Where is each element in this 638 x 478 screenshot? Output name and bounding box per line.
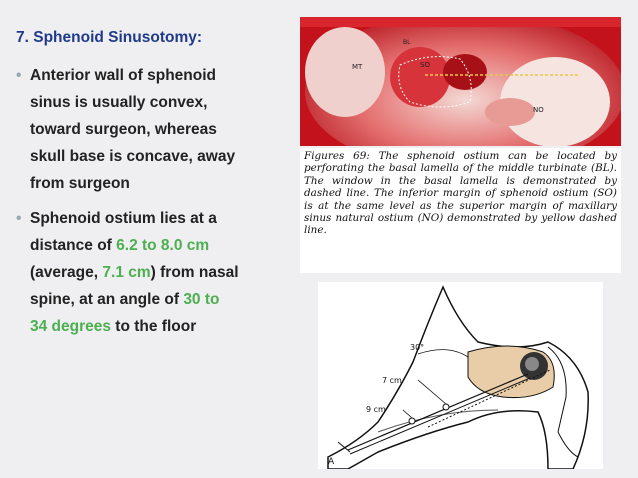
- bullet-dot-icon: •: [16, 210, 22, 227]
- bullet-1-line-1: Anterior wall of sphenoid: [30, 67, 217, 84]
- nasal-anatomy-diagram: [318, 282, 603, 469]
- text-segment: (average,: [30, 264, 103, 281]
- slide-title: 7. Sphenoid Sinusotomy:: [16, 29, 203, 46]
- text-segment: to the floor: [111, 318, 197, 335]
- text-segment: spine, at an angle of: [30, 291, 184, 308]
- text-segment: distance of: [30, 237, 117, 254]
- bullet-item-1: [16, 62, 296, 197]
- label-bl: BL: [403, 39, 411, 46]
- bullet-1-line-3: toward surgeon, whereas: [30, 121, 217, 138]
- bullet-1-line-5: from surgeon: [30, 175, 130, 192]
- bullet-dot-icon: •: [16, 67, 22, 84]
- label-a: A: [328, 457, 335, 467]
- label-so: SO: [420, 61, 430, 69]
- bullet-1-line-4: skull base is concave, away: [30, 148, 236, 165]
- highlight-average: 7.1 cm: [102, 264, 151, 281]
- bullet-item-2: [16, 205, 296, 340]
- label-7cm: 7 cm: [382, 376, 402, 385]
- bullet-2-line-2: [30, 232, 296, 259]
- bullet-2-line-3: [30, 259, 296, 286]
- label-mt: MT: [352, 63, 363, 71]
- bullet-2-line-5: [30, 313, 296, 340]
- bullet-1-line-2: sinus is usually convex,: [30, 94, 208, 111]
- endoscopic-photo: [300, 17, 621, 146]
- text-segment: ) from nasal: [150, 264, 239, 281]
- highlight-distance: 6.2 to 8.0 cm: [116, 237, 210, 254]
- figure-caption: Figures 69: The sphenoid ostium can be located by perforating the basal lamella of the middle turbinate (BL). The window in the basal lamella is demonstrated by dashed line. The inferior margin of sphenoid ostium (SO) is at the same level as the superior margin of maxillary sinus natural ostium (NO) demonstrated by yellow dashed line.: [300, 148, 621, 273]
- nasal-anatomy-drawing: [318, 282, 603, 469]
- label-9cm: 9 cm: [366, 405, 386, 414]
- label-no: NO: [533, 106, 544, 114]
- bullet-list: [16, 62, 296, 340]
- highlight-angle-start: 30 to: [183, 291, 220, 308]
- endoscopic-photo-drawing: [300, 17, 621, 146]
- bullet-2-line-1: Sphenoid ostium lies at a: [30, 210, 217, 227]
- highlight-angle-end: 34 degrees: [30, 318, 111, 335]
- bullet-2-line-4: [30, 286, 296, 313]
- label-angle: 30°: [410, 343, 425, 352]
